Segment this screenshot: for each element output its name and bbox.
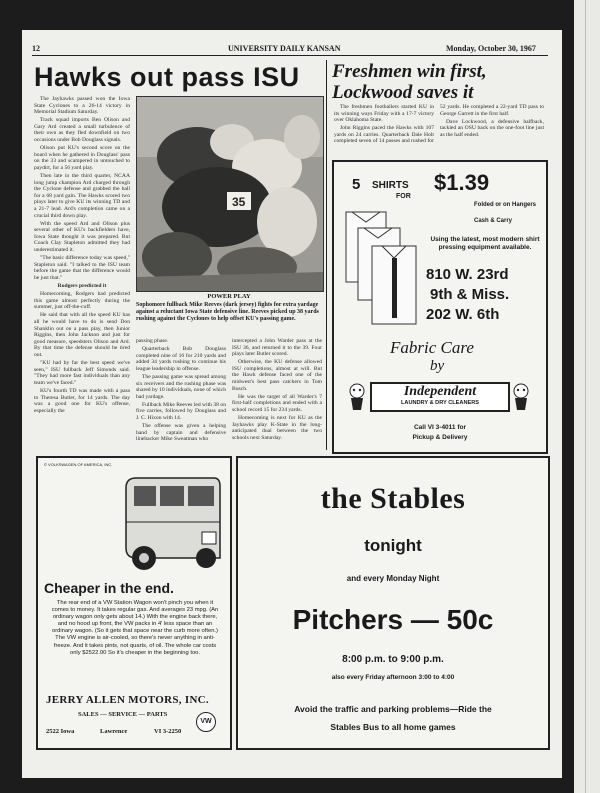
stables-bus: Stables Bus to all home games <box>330 722 456 732</box>
fabric-care-title: Fabric Care <box>390 338 474 357</box>
freshmen-headline-line-2: Lockwood saves it <box>332 82 474 103</box>
paragraph: 52 yards. He completed a 22-yard TD pass to George Garrett in the first half. <box>440 104 544 117</box>
stables-title: the Stables <box>320 482 466 515</box>
main-article-column-2 <box>136 338 226 450</box>
dealer-phone: VI 3-2250 <box>154 728 182 735</box>
paragraph: The offense was given a helping hand by captain and defensive linebacker Mike Sweatman who <box>136 423 226 443</box>
paragraph: "The basic difference today was speed," Stapleton said. "I talked to the ISU team before the game that the difference would be just that." <box>34 255 130 281</box>
shirt-count: 5 <box>352 176 361 193</box>
paragraph: Quarterback Bob Douglass completed nine of 16 for 210 yards and added 34 yards rushing to continue his league leadership in offense. <box>136 346 226 372</box>
paragraph: KU's fourth TD was made with a pass to Theresa Butler, for 14 yards. The day was a good one for KU's offense, especially the <box>34 387 130 414</box>
masthead-rule <box>32 55 548 56</box>
pressing-pitch: Using the latest, most modern shirt pressing equipment available. <box>430 236 540 251</box>
main-article-column-3 <box>232 338 322 450</box>
page-number: 12 <box>32 44 40 53</box>
vw-headline: Cheaper in the end. <box>44 580 174 596</box>
paragraph: He was the target of all Warder's 7 first-half completions and ended with a school record 15 for 234 yards. <box>232 393 322 413</box>
paragraph: Homecoming is next for KU as the Jayhawks play K-State in the long-anticipated dual between the two schools next Saturday. <box>232 415 322 441</box>
company-name: Independent <box>403 384 477 399</box>
photo-title: POWER PLAY <box>207 293 251 300</box>
photo-caption: Sophomore fullback Mike Reeves (dark jersey) fights for extra yardage against a reluctant Iowa State defensive line. Reeves picked up 38 yards rushing against the Cyclones to help offset KU's passing game. <box>136 302 319 322</box>
paragraph: Fullback Mike Reeves led with 38 on five carries, followed by Douglass and J. C. Hixon with 14. <box>136 401 226 422</box>
call-line: Call VI 3-4011 for <box>413 424 467 431</box>
subhead: Rodgers predicted it <box>57 283 107 290</box>
pickup-line: Pickup & Delivery <box>412 434 468 441</box>
paragraph: passing phase. <box>136 338 169 344</box>
stables-hours: 8:00 p.m. to 9:00 p.m. <box>342 654 444 665</box>
paragraph: Dave Lockwood, a defensive halfback, tackled an OSU back on the one-foot line just as the half ended. <box>440 118 544 138</box>
dealer-address: 2522 Iowa <box>46 728 75 735</box>
vw-ad <box>36 456 232 750</box>
paragraph: "KU had by far the best speed we've seen," ISU fullback Jeff Simonds said. "They had more fast individuals than any team we've faced." <box>34 360 130 386</box>
mascot-left-icon <box>346 382 368 412</box>
price: $1.39 <box>434 170 490 195</box>
stables-monday: and every Monday Night <box>346 574 440 583</box>
stables-tonight: tonight <box>364 536 422 555</box>
freshmen-column-2 <box>440 104 544 156</box>
paragraph: Otherwise, the KU defense allowed ISU completions, almost at will. But the Hawk defense faced one of the midwest's best pass catchers in Tom Busch. <box>232 359 322 392</box>
cash-carry: Cash & Carry <box>474 218 513 224</box>
paragraph: John Riggins paced the Hawks with 107 yards on 24 carries. Quarterback Dale Holt completed seven of 14 passes and rushed for <box>334 125 434 145</box>
paper-name: UNIVERSITY DAILY KANSAN <box>228 44 341 53</box>
folded-note: Folded or on Hangers <box>474 202 537 208</box>
page-fold-line <box>585 0 586 793</box>
vw-copyright: © VOLKSWAGEN OF AMERICA, INC. <box>44 462 113 467</box>
vw-bus-illustration <box>122 472 222 580</box>
paragraph: He said that with all the speed KU has all he would have to do is send Don Shanklin out on a pass play, then Junior Riggins, then John Jackson and just for good measure, speedsters Olison and Ard. By that time the defense should be tired out. <box>34 312 130 358</box>
vw-body-copy: The rear end of a VW Station Wagon won't pinch you when it comes to money. It takes regular gas. And averages 23 mpg. (An ordinary wagon only gets about 14.) With the engine back there, and no hood up front, the VW packs in 4' less space than an ordinary wagon. (So it gets that space near the curb more often.) The VW engine is air-cooled, so there's never anything in anti-freeze. And it takes pints, not quarts, of oil. The whole car costs only $2522.00 So it's cheaper in the beginning too. <box>51 600 219 656</box>
paragraph: The freshmen footballers started KU in its winning ways Friday with a 17-7 victory over Oklahoma State. <box>334 104 434 124</box>
address-3: 202 W. 6th <box>426 306 500 323</box>
paragraph: Homecoming, Rodgers had predicted this game almost perfectly during the summer, just off-the-cuff. <box>34 291 130 311</box>
paragraph: Track squad imports Ben Olison and Gary Ard created a small turbulence of their own as they fled downfield on two occasions under Bob Douglass signals. <box>34 117 130 144</box>
paragraph: The passing game was spread among six receivers and the rushing phase was shared by 10 individuals, none of which had yardage. <box>136 373 226 400</box>
main-article-column-1 <box>34 96 130 448</box>
address-2: 9th & Miss. <box>430 286 510 303</box>
fabric-care-ad <box>332 160 548 454</box>
svg-text:35: 35 <box>232 195 246 209</box>
column-divider <box>326 60 327 450</box>
adjacent-page-edge <box>574 0 600 793</box>
freshmen-headline-line-1: Freshmen win first, <box>332 61 487 82</box>
vw-logo-text: VW <box>200 718 212 725</box>
vw-logo-icon <box>196 712 216 732</box>
football-photo <box>136 96 324 292</box>
company-subtitle: LAUNDRY & DRY CLEANERS <box>400 400 479 406</box>
stables-ad <box>236 456 550 750</box>
freshmen-column-1 <box>334 104 434 156</box>
paragraph: intercepted a John Warder pass at the ISU 36, and returned it to the 39. Four plays later Butler scored. <box>232 338 322 358</box>
dealer-name: JERRY ALLEN MOTORS, INC. <box>46 694 209 706</box>
stables-friday: also every Friday afternoon 3:00 to 4:00 <box>331 674 455 681</box>
shirts-word: SHIRTS <box>372 180 409 191</box>
paragraph: Then late in the third quarter, NCAA long jump champion Ard charged through the Cyclone defense and grabbed the ball for a 68 yard gain. The Hawks scored two plays later to give KU its winning TD and a 21-7 lead. Ard's completion came on a crucial third down play. <box>34 173 130 219</box>
for-word: FOR <box>396 193 411 200</box>
paragraph: Olison put KU's second score on the board when he gathered in Douglass' pass on the 33 and scampered in untouched to paydirt, for a 56 yard play. <box>34 145 130 171</box>
by-word: by <box>430 358 445 374</box>
football-players-image <box>137 97 323 291</box>
paragraph: With the speed Ard and Olison plus several other of KU's backfielders have, Iowa State thought it was prepared. But Coach Clay Stapleton admitted they had underestimated it. <box>34 220 130 254</box>
freshmen-headline <box>332 61 548 103</box>
stables-avoid: Avoid the traffic and parking problems—Ride the <box>294 704 492 714</box>
main-headline: Hawks out pass ISU <box>34 62 300 92</box>
dealer-city: Lawrence <box>100 728 128 735</box>
issue-date: Monday, October 30, 1967 <box>446 44 536 53</box>
independent-logo-box <box>370 382 510 412</box>
mascot-right-icon <box>510 382 532 412</box>
address-1: 810 W. 23rd <box>426 266 509 283</box>
stables-pitchers: Pitchers — 50c <box>292 604 494 635</box>
paragraph: The Jayhawks passed won the Iowa State Cyclones to a 26-14 victory in Memorial Stadium Saturday. <box>34 96 130 116</box>
dealer-services: SALES — SERVICE — PARTS <box>78 711 168 718</box>
shirts-illustration <box>342 202 422 332</box>
